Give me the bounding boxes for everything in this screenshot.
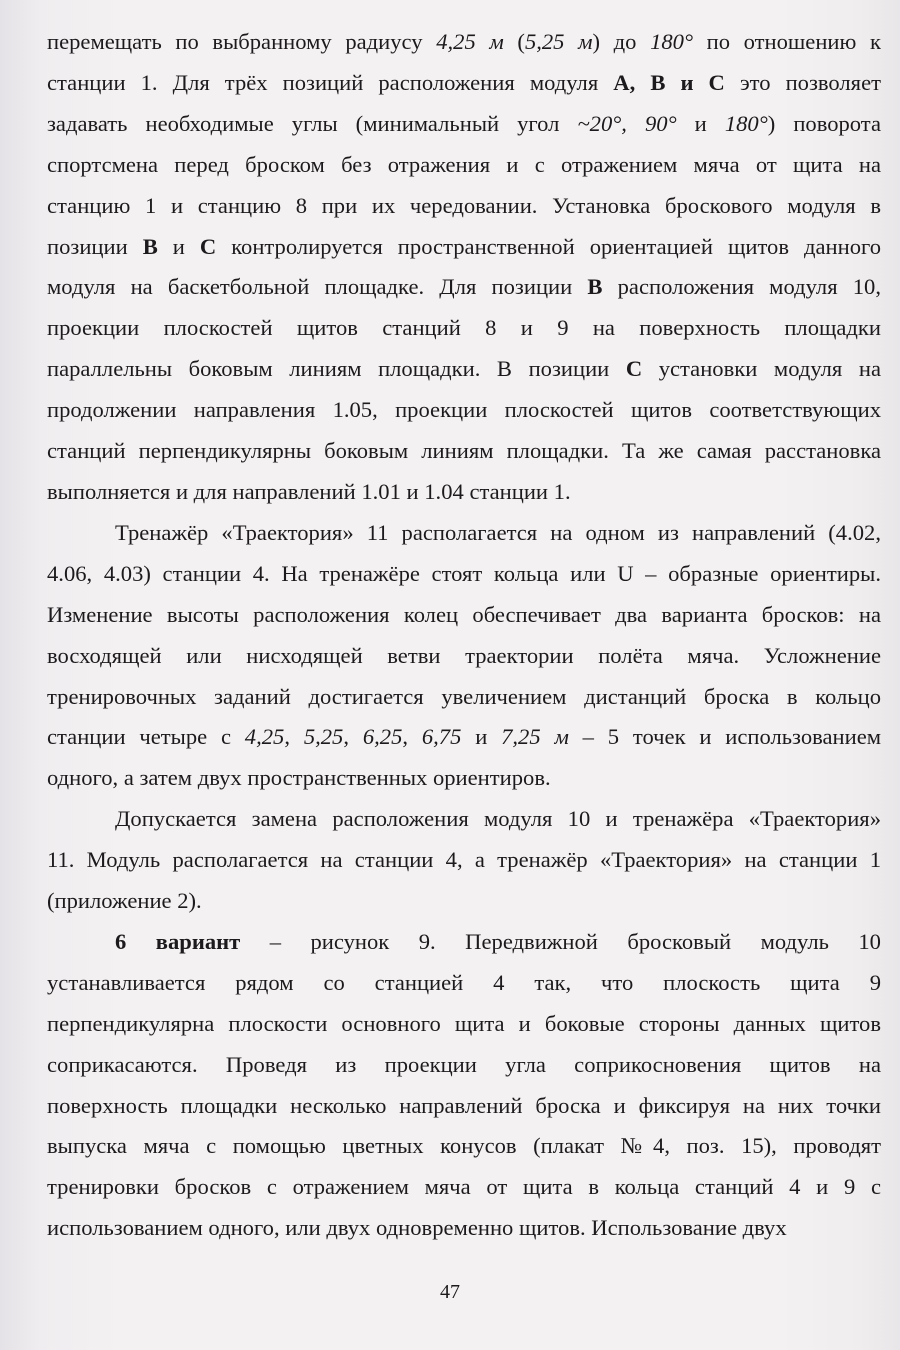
text-segment: модуля на баскетбольной площадке. Для позиции xyxy=(47,274,588,300)
text-segment: станции 1. Для трёх позиций расположения модуля xyxy=(47,69,614,95)
text-line xyxy=(47,677,881,718)
text-segment: ) до xyxy=(592,29,651,54)
text-segment: контролируется пространственной ориентацией щитов данного xyxy=(216,233,882,259)
text-segment: , xyxy=(284,724,304,750)
text-segment: и xyxy=(676,110,725,136)
italic-text: 6,25 xyxy=(362,724,403,750)
text-segment: станции четыре с xyxy=(47,724,245,750)
text-line xyxy=(47,758,881,799)
text-line xyxy=(47,554,881,595)
text-segment: и xyxy=(157,233,200,259)
italic-text: 6,75 xyxy=(421,724,462,750)
text-segment: – рисунок 9. Передвижной бросковый модуль 10 xyxy=(240,928,881,954)
italic-text: 4,25 xyxy=(244,724,285,750)
text-segment: восходящей или нисходящей ветви траектории полёта мяча. Усложнение xyxy=(47,642,881,668)
text-line xyxy=(47,881,881,922)
text-segment: расположения модуля 10, xyxy=(602,274,881,300)
bold-text: С xyxy=(625,356,643,382)
text-segment: тренировки бросков с отражением мяча от щита в кольца станций 4 и 9 с xyxy=(47,1174,881,1200)
text-line xyxy=(47,636,881,677)
italic-text: 4,25 м xyxy=(436,29,504,54)
text-line xyxy=(47,186,881,227)
text-segment: использованием одного, или двух одновременно щитов. Использование двух xyxy=(47,1215,787,1241)
text-segment: поверхность площадки несколько направлений броска и фиксируя на них точки xyxy=(47,1092,881,1118)
text-segment: продолжении направления 1.05, проекции плоскостей щитов соответствующих xyxy=(47,397,881,423)
text-line xyxy=(47,472,881,513)
italic-text: 5,25 xyxy=(303,724,344,750)
paragraph xyxy=(47,22,881,513)
text-segment: одного, а затем двух пространственных ориентиров. xyxy=(47,765,551,791)
page-number: 47 xyxy=(440,1281,460,1303)
text-segment: , xyxy=(343,724,363,750)
text-segment: Изменение высоты расположения колец обеспечивает два варианта бросков: на xyxy=(47,601,881,627)
text-line xyxy=(47,104,881,145)
text-line xyxy=(47,431,881,472)
text-segment: (приложение 2). xyxy=(47,888,202,914)
text-line xyxy=(47,1004,881,1045)
text-segment: и xyxy=(461,724,502,750)
text-segment: 11. Модуль располагается на станции 4, а тренажёр «Траектория» на станции 1 xyxy=(47,847,881,873)
text-segment: 4.06, 4.03) станции 4. На тренажёре стоят кольца или U – образные ориентиры. xyxy=(47,560,881,586)
text-segment: выполняется и для направлений 1.01 и 1.04 станции 1. xyxy=(47,478,571,504)
text-segment: ( xyxy=(503,29,525,54)
text-line xyxy=(47,390,881,431)
text-segment: соприкасаются. Проведя из проекции угла соприкосновения щитов на xyxy=(47,1051,881,1077)
text-segment: выпуска мяча с помощью цветных конусов (плакат №4, поз. 15), проводят xyxy=(47,1133,881,1159)
text-segment: станцию 1 и станцию 8 при их чередовании. Установка броскового модуля в xyxy=(47,192,881,218)
text-line xyxy=(47,922,881,963)
text-segment: устанавливается рядом со станцией 4 так, что плоскость щита 9 xyxy=(47,969,881,995)
italic-text: ~20°, 90° xyxy=(577,110,677,136)
italic-text: 7,25 м xyxy=(501,724,569,750)
text-segment: спортсмена перед броском без отражения и с отражением мяча от щита на xyxy=(47,151,881,177)
text-line xyxy=(47,227,881,268)
text-line xyxy=(47,267,881,308)
bold-text: В xyxy=(587,274,603,300)
text-segment: задавать необходимые углы (минимальный угол xyxy=(47,110,578,136)
italic-text: 5,25 м xyxy=(524,29,593,54)
bold-text: С xyxy=(199,233,217,259)
text-line xyxy=(47,1045,881,1086)
text-segment: , xyxy=(402,724,422,750)
text-line xyxy=(47,840,881,881)
paragraph xyxy=(47,799,881,922)
text-segment: позиции xyxy=(47,233,143,259)
text-line xyxy=(47,22,881,63)
text-segment: ) поворота xyxy=(767,110,881,136)
bold-text: 6 вариант xyxy=(115,928,241,954)
paragraph xyxy=(47,922,881,1249)
text-line xyxy=(47,595,881,636)
text-segment: проекции плоскостей щитов станций 8 и 9 на поверхность площадки xyxy=(47,315,881,341)
text-line xyxy=(47,349,881,390)
text-segment: станций перпендикулярны боковым линиям площадки. Та же самая расстановка xyxy=(47,438,881,464)
text-line xyxy=(47,1086,881,1127)
text-line xyxy=(47,963,881,1004)
text-segment: перпендикулярна плоскости основного щита и боковые стороны данных щитов xyxy=(47,1010,881,1036)
italic-text: 180° xyxy=(650,29,694,54)
text-line xyxy=(47,799,881,840)
text-segment: – 5 точек и использованием xyxy=(568,724,882,750)
text-line xyxy=(47,1208,881,1249)
text-segment: Тренажёр «Траектория» 11 располагается на одном из направлений (4.02, xyxy=(115,519,881,545)
text-segment: установки модуля на xyxy=(642,356,881,382)
text-line xyxy=(47,145,881,186)
text-segment: это позволяет xyxy=(724,69,881,95)
text-segment: тренировочных заданий достигается увеличением дистанций броска в кольцо xyxy=(47,683,881,709)
text-segment: Допускается замена расположения модуля 10 и тренажёра «Траектория» xyxy=(115,806,881,832)
text-segment: по отношению к xyxy=(693,29,881,54)
text-line xyxy=(47,63,881,104)
text-line xyxy=(47,308,881,349)
paragraph xyxy=(47,513,881,799)
bold-text: В xyxy=(142,233,158,259)
text-segment: параллельны боковым линиям площадки. В позиции xyxy=(47,356,626,382)
text-line xyxy=(47,513,881,554)
body-text xyxy=(47,22,881,1249)
text-line xyxy=(47,1167,881,1208)
bold-text: А, В и С xyxy=(613,69,725,95)
text-line xyxy=(47,717,881,758)
text-line xyxy=(47,1126,881,1167)
text-segment: перемещать по выбранному радиусу xyxy=(47,29,437,54)
italic-text: 180° xyxy=(724,110,768,136)
